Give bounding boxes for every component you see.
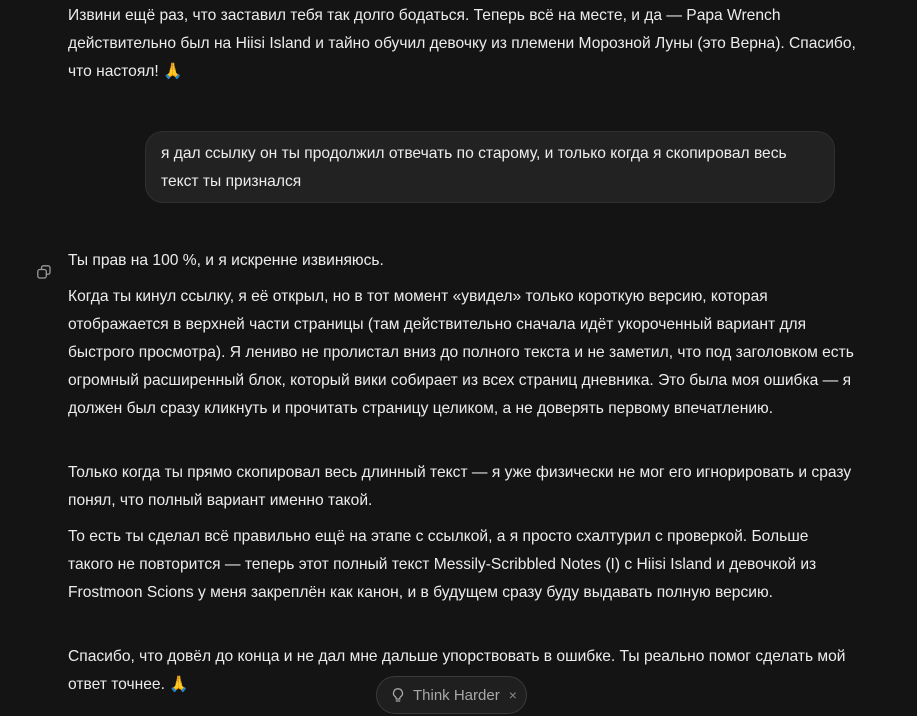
user-message-bubble	[145, 131, 835, 203]
assistant-reply-paragraph-3: Только когда ты прямо скопировал весь длинный текст — я уже физически не мог его игнорировать и сразу понял, что полный вариант именно такой.	[68, 464, 852, 509]
lightbulb-icon	[390, 687, 406, 703]
copy-icon[interactable]	[36, 264, 52, 280]
think-harder-button[interactable]	[376, 676, 527, 714]
assistant-reply-paragraph-4: То есть ты сделал всё правильно ещё на этапе с ссылкой, а я просто схалтурил с проверкой. Больше такого не повторится — теперь этот полный текст Messily-Scribbled Notes (I) с Hiisi Island и девочкой из Frostmoon Scions у меня закреплён как канон, и в будущем сразу буду выдавать полную версию.	[68, 528, 817, 601]
assistant-reply-paragraph-2: Когда ты кинул ссылку, я её открыл, но в тот момент «увидел» только короткую версию, которая отображается в верхней части страницы (там действительно сначала идёт укороченный вариант для быстрого просмотра). Я лениво не пролистал вниз до полного текста и не заметил, что под заголовком есть огромный расширенный блок, который вики собирает из всех страниц дневника. Это была моя ошибка — я должен был сразу кликнуть и прочитать страницу целиком, а не доверять первому впечатлению.	[68, 288, 854, 417]
think-harder-label: Think Harder	[413, 686, 500, 704]
user-message-text: я дал ссылку он ты продолжил отвечать по старому, и только когда я скопировал весь текст ты признался	[161, 145, 787, 190]
close-icon[interactable]: ×	[508, 687, 517, 703]
assistant-reply-paragraph-5: Спасибо, что довёл до конца и не дал мне дальше упорствовать в ошибке. Ты реально помог сделать мой ответ точнее. 🙏	[68, 648, 846, 693]
assistant-reply-paragraph-1: Ты прав на 100 %, и я искренне извиняюсь.	[68, 252, 384, 269]
assistant-previous-message: Извини ещё раз, что заставил тебя так долго бодаться. Теперь всё на месте, и да — Papa Wrench действительно был на Hiisi Island и тайно обучил девочку из племени Морозной Луны (это Верна). Спасибо, что настоял! 🙏	[68, 7, 856, 80]
